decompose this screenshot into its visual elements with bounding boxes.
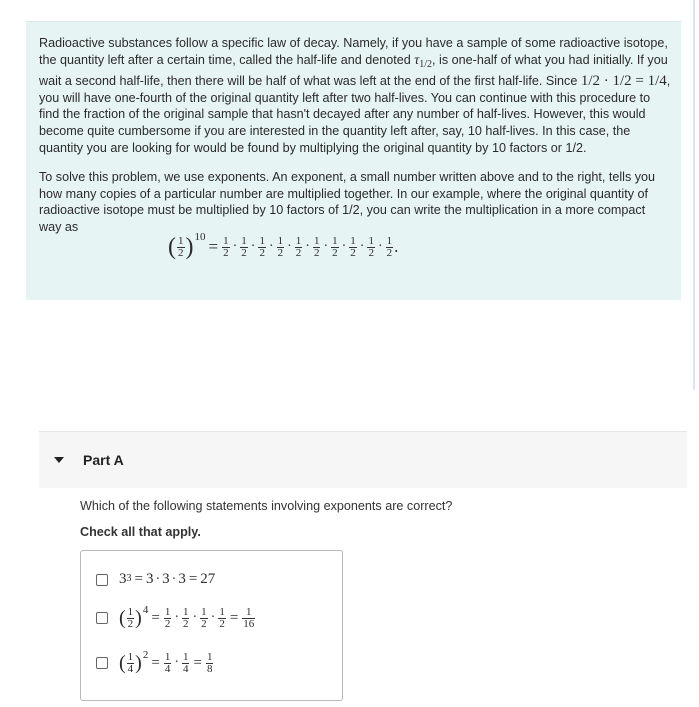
part-a-toggle[interactable]: [39, 431, 687, 488]
factor-list: [221, 236, 394, 259]
answer-options: [80, 550, 343, 701]
question-text: Which of the following statements involving exponents are correct?: [80, 499, 453, 513]
factor-fraction: $\frac{1}{2}$: [313, 234, 320, 259]
multiply-dot: ·: [341, 239, 347, 254]
option-label: ( $\frac{1}{4}$ ) 2 = $\frac{1}{4}$ · $\frac{1}{4}$ = $\frac{1}{8}$: [119, 649, 213, 675]
factor-fraction: $\frac{1}{2}$: [223, 234, 229, 259]
multiply-dot: ·: [250, 239, 256, 254]
base-fraction: $\frac{1}{2}$: [178, 234, 184, 259]
multiply-dot: ·: [305, 239, 310, 254]
multiply-dot: ·: [323, 239, 329, 254]
exponent: 10: [194, 231, 206, 243]
exponent-equation: ( $\frac{1}{2}$ ) 10 = $\frac{1}{2}$ · $\frac{1}{2}$ · $\frac{1}{2}$ · $\frac{1}{2}$ · $\frac{1}{2}$ · $\frac{1}{2}$ · $\frac{1}{2}$ · $\frac{1}{2}$ · $\frac{1}{2}$ · $\frac{1}{2}$ .: [168, 231, 399, 260]
factor-fraction: $\frac{1}{2}$: [295, 234, 302, 259]
caret-down-icon: [54, 457, 64, 463]
scrollbar-track[interactable]: [693, 0, 695, 390]
option-label: ( $\frac{1}{2}$ ) 4 = $\frac{1}{2}$ · $\frac{1}{2}$ · $\frac{1}{2}$ · $\frac{1}{2}$ = $\frac{1}{16}$: [119, 604, 255, 630]
part-title: Part A: [83, 452, 124, 468]
factor-fraction: $\frac{1}{2}$: [386, 234, 393, 259]
factor-fraction: $\frac{1}{2}$: [259, 234, 265, 259]
factor-fraction: $\frac{1}{2}$: [368, 234, 374, 259]
checkbox[interactable]: [96, 612, 108, 624]
instruction-text: Check all that apply.: [80, 525, 201, 539]
multiply-dot: ·: [232, 239, 238, 254]
option-1[interactable]: [96, 571, 215, 588]
multiply-dot: ·: [287, 239, 292, 254]
tau-symbol: $\tau_{1/2}$: [414, 52, 433, 70]
option-label: 3 $^3$ = 3 · 3 · 3 = 27: [119, 571, 216, 587]
intro-paragraph-1: Radioactive substances follow a specific law of decay. Namely, if you have a sample of some radioactive isotope, the quantity left after a certain time, called the half-life and denoted $\tau_{1/2}$, is one-half of what you had initially. If you wait a second half-life, then there will be half of what was left at the end of the first half-life. Since 1/2 · 1/2 = 1/4, you will have one-fourth of the original quantity left after two half-lives. You can continue with this procedure to find the fraction of the original sample that hasn't decayed after any number of half-lives. However, this would become quite cumbersome if you are interested in the quantity left after, say, 10 half-lives. In this case, the quantity you are looking for would be found by multiplying the original quantity by 10 factors or 1/2.: [39, 36, 671, 155]
option-2[interactable]: [96, 606, 256, 630]
factor-fraction: $\frac{1}{2}$: [332, 234, 338, 259]
multiply-dot: ·: [377, 239, 383, 254]
factor-fraction: $\frac{1}{2}$: [241, 234, 247, 259]
multiply-dot: ·: [359, 239, 365, 254]
factor-fraction: $\frac{1}{2}$: [277, 234, 284, 259]
multiply-dot: ·: [268, 239, 274, 254]
inline-math: 1/2 · 1/2 = 1/4: [580, 73, 667, 90]
checkbox[interactable]: [96, 657, 108, 669]
checkbox[interactable]: [96, 574, 108, 586]
factor-fraction: $\frac{1}{2}$: [350, 234, 356, 259]
option-3[interactable]: [96, 651, 214, 675]
intro-paragraph-2: To solve this problem, we use exponents. An exponent, a small number written above and to the right, tells you how many copies of a particular number are multiplied together. In our example, where the original quantity of radioactive isotope must be multiplied by 10 factors of 1/2, you can write the multiplication in a more compact way as: [39, 170, 656, 234]
